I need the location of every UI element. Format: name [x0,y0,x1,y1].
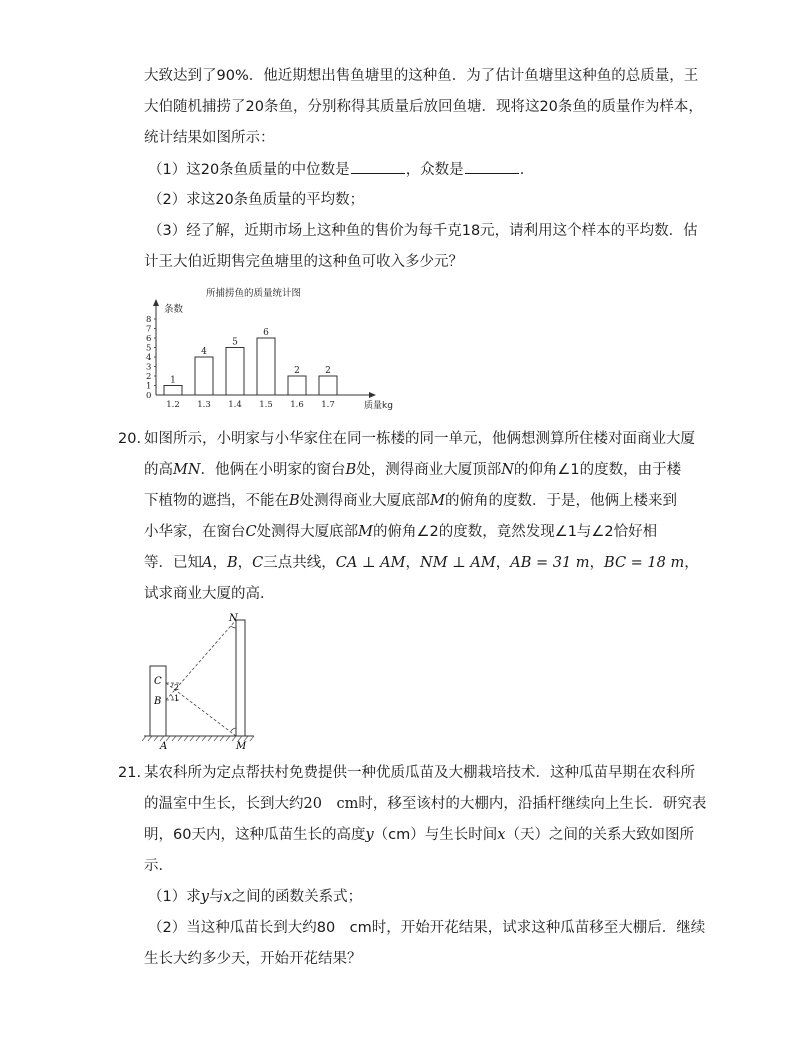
q20-var-b3: B [226,555,238,571]
q19-part1-text-b: ，众数是 [405,162,464,178]
q20-line2-a: 的高 [144,462,173,478]
chart-x-axis-label: 质量kg [364,401,393,411]
q20-var-m: M [430,493,446,509]
label-angle-1: 1 [174,694,180,703]
q19-part2: （2）求这20条鱼质量的平均数； [148,192,365,208]
q19-part1-text-c: ． [519,162,535,178]
q20-number: 20. [118,431,142,447]
y-tick-label: 3 [146,362,152,373]
bar [195,357,213,395]
angle-arc-1 [171,695,173,700]
q21-line3-g: （天）之间的关系大致如图所 [505,827,694,843]
q21-part1-a: （1）求 [148,889,201,905]
y-tick-label: 7 [146,324,152,335]
q19-intro-line3: 统计结果如图所示： [144,130,275,146]
q20-line2-b: ．他俩在小明家的窗台 [200,462,346,478]
q21-value-20cm: 20 cm [303,796,359,812]
q19-intro-line2: 大伯随机捕捞了20条鱼，分别称得其质量后放回鱼塘．现将这20条鱼的质量作为样本， [144,99,703,115]
q20-line1: 如图所示，小明家与小华家住在同一栋楼的同一单元，他俩想测算所住楼对面商业大厦 [144,431,695,447]
q21-part1-var-y: y [200,889,209,905]
q19-part3-line2: 计王大伯近期售完鱼塘里的这种鱼可收入多少元？ [144,254,463,270]
q21-line2-c: 时，移至该村的大棚内，沿插杆继续向上生长．研究表 [358,796,707,812]
q20-line4 [144,522,657,542]
comma: ， [212,555,227,571]
q21-part1-e: 之间的函数关系式； [231,889,363,905]
q20-line2-d: 处，测得商业大厦顶部 [356,462,502,478]
bar-value-label: 1 [170,375,176,386]
q21-value-80cm: 80 cm [316,920,372,936]
y-tick-label: 5 [146,343,152,354]
label-a: A [160,741,168,752]
x-tick-label: 1.2 [166,400,180,410]
q20-var-c: C [245,524,257,540]
angle-arc-m [231,728,236,731]
q20-var-m2: M [358,524,373,540]
q21-var-x: x [497,827,506,843]
y-tick-label: 2 [146,372,152,382]
label-angle-2: 2 [174,683,180,692]
fish-weight-bar-chart [136,284,396,414]
bar-value-label: 4 [201,347,207,357]
chart-y-axis-arrow [153,299,159,306]
q21-line3-e: （cm）与生长时间 [373,827,498,843]
q20-line5-g: 三点共线， [263,555,336,571]
q21-part2-line2: 生长大约多少天，开始开花结果？ [144,951,362,967]
comma: ， [405,555,420,571]
q20-line6: 试求商业大厦的高． [144,586,275,602]
x-tick-label: 1.7 [321,400,335,410]
chart-y-axis-label: 条数 [164,304,184,315]
q21-part1 [148,887,362,907]
right-building [236,620,245,736]
q21-line1: 某农科所为定点帮扶村免费提供一种优质瓜苗及大棚栽培技术．这种瓜苗早期在农科所 [144,765,695,781]
q20-expr-bc: BC = 18 m [604,555,685,571]
comma: ， [589,555,605,571]
q21-part1-c: 与 [208,889,224,905]
bar-value-label: 2 [294,366,300,376]
q21-line3 [144,825,694,845]
q20-line2 [144,460,681,480]
y-tick-label: 6 [146,334,152,344]
q21-line3-a: 明， [144,827,173,843]
x-tick-label: 1.6 [290,400,304,410]
q21-var-y: y [365,827,374,843]
q21-line2-a: 的温室中生长，长到大约 [144,796,304,812]
x-tick-label: 1.4 [228,400,242,410]
x-tick-label: 1.3 [197,400,211,410]
bar-value-label: 2 [325,366,331,376]
chart-x-axis-arrow [369,392,376,398]
q20-line4-e: 的俯角∠2的度数，竟然发现∠1与∠2恰好相 [372,524,658,540]
q20-line3-a: 下植物的遮挡，不能在 [144,493,289,509]
q20-line3-c: 处测得商业大厦底部 [299,493,431,509]
y-tick-label: 4 [146,353,152,363]
q20-var-b2: B [289,493,300,509]
q21-line4: 示． [144,858,173,874]
label-m: M [236,741,247,752]
q21-value-60: 60 [173,827,192,843]
q20-line2-f: 的仰角∠1的度数，由于楼 [513,462,682,478]
angle-arc-n [231,626,236,628]
q20-var-a: A [202,555,213,571]
comma: ， [684,555,699,571]
q21-part1-var-x: x [223,889,232,905]
y-tick-label: 1 [146,381,152,392]
q20-line4-a: 小华家，在窗台 [144,524,246,540]
q20-var-n: N [501,462,514,478]
q21-part2-c: 时，开始开花结果，试求这种瓜苗移至大棚后．继续 [371,920,706,936]
q21-line3-c: 天内，这种瓜苗生长的高度 [191,827,366,843]
y-tick-label: 0 [146,391,152,401]
label-c: C [154,676,162,687]
q20-expr-ab: AB = 31 m [510,555,590,571]
q20-expr-ca-perp-am: CA ⊥ AM [335,555,406,571]
median-answer-blank [351,159,405,174]
bar-value-label: 5 [232,337,238,348]
bar [164,386,182,396]
q21-line2 [144,794,706,814]
comma: ， [495,555,511,571]
bar [226,348,244,396]
building-geometry-figure [140,612,265,752]
bar-value-label: 6 [263,328,269,338]
q19-part3-line1: （3）经了解，近期市场上这种鱼的售价为每千克18元，请利用这个样本的平均数．估 [148,223,698,239]
angle-arc-2 [172,683,174,687]
q20-line5 [144,553,699,573]
mode-answer-blank [465,159,519,174]
q19-intro-line1: 大致达到了90%．他近期想出售鱼塘里的这种鱼．为了估计鱼塘里这种鱼的总质量，王 [144,68,699,84]
q21-part2 [148,918,705,938]
q20-var-mn: MN [173,462,201,478]
bar [288,376,306,395]
q21-part2-a: （2）当这种瓜苗长到大约 [148,920,317,936]
q20-var-c2: C [252,555,264,571]
q21-number: 21. [118,765,142,781]
chart-title: 所捕捞鱼的质量统计图 [206,288,302,299]
q20-line5-a: 等．已知 [144,555,202,571]
y-tick-label: 8 [146,315,152,325]
bar [319,376,337,395]
q19-part1-text-a: （1）这20条鱼质量的中位数是 [148,162,350,178]
label-b: B [154,696,162,707]
q20-line4-c: 处测得大厦底部 [256,524,359,540]
label-n: N [229,613,238,624]
comma: ， [237,555,253,571]
q20-line3 [144,491,677,511]
bar [257,338,275,395]
q20-line3-e: 的俯角的度数．于是，他俩上楼来到 [445,493,678,509]
q20-var-b: B [345,462,357,478]
q20-expr-nm-perp-am: NM ⊥ AM [420,555,496,571]
x-tick-label: 1.5 [259,400,273,410]
q19-part1 [148,159,534,180]
